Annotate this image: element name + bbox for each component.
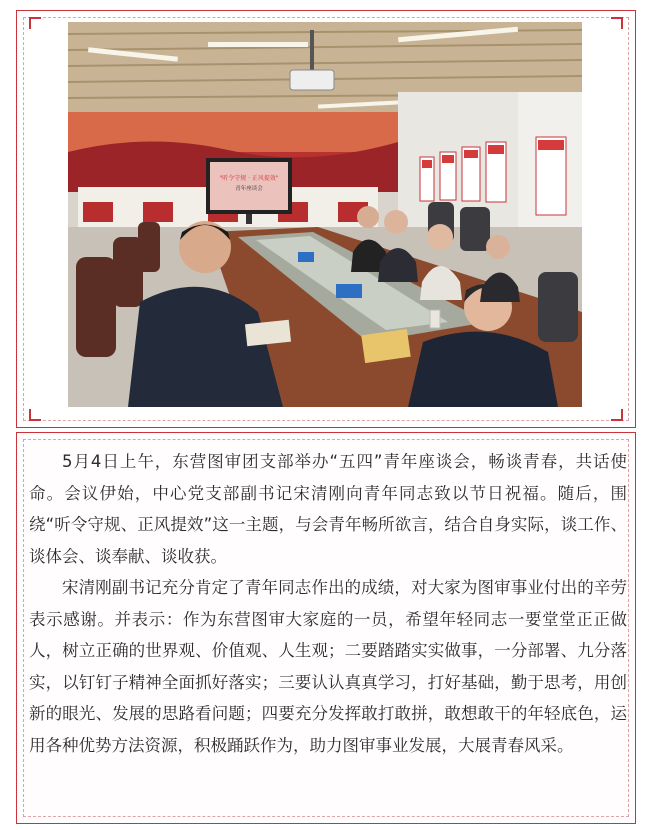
- screen-subtitle: 青年座谈会: [235, 186, 263, 192]
- meeting-photo: [68, 22, 582, 407]
- article-body: [29, 446, 627, 761]
- frame-corner-ornament: [611, 409, 623, 421]
- article-paragraph-1: 5月4日上午，东营图审团支部举办“五四”青年座谈会，畅谈青春，共话使命。会议伊始，中心党支部副书记宋清刚向青年同志致以节日祝福。随后，围绕“听令守规、正风提效”这一主题，与会青年畅所欲言，结合自身实际，谈工作、谈体会、谈奉献、谈收获。: [29, 452, 627, 566]
- article-paragraph-2: 宋清刚副书记充分肯定了青年同志作出的成绩，对大家为图审事业付出的辛劳表示感谢。并表示：作为东营图审大家庭的一员，希望年轻同志一要堂堂正正做人，树立正确的世界观、价值观、人生观；二要踏踏实实做事，一分部署、九分落实，以钉钉子精神全面抓好落实；三要认认真真学习，打好基础，勤于思考，用创新的眼光、发展的思路看问题；四要充分发挥敢打敢拼，敢想敢干的年轻底色，运用各种优势方法资源，积极踊跃作为，助力图审事业发展，大展青春风采。: [29, 578, 627, 755]
- frame-corner-ornament: [29, 17, 41, 29]
- frame-corner-ornament: [29, 409, 41, 421]
- screen-title: "听令守规 · 正风提效": [219, 175, 279, 182]
- frame-corner-ornament: [611, 17, 623, 29]
